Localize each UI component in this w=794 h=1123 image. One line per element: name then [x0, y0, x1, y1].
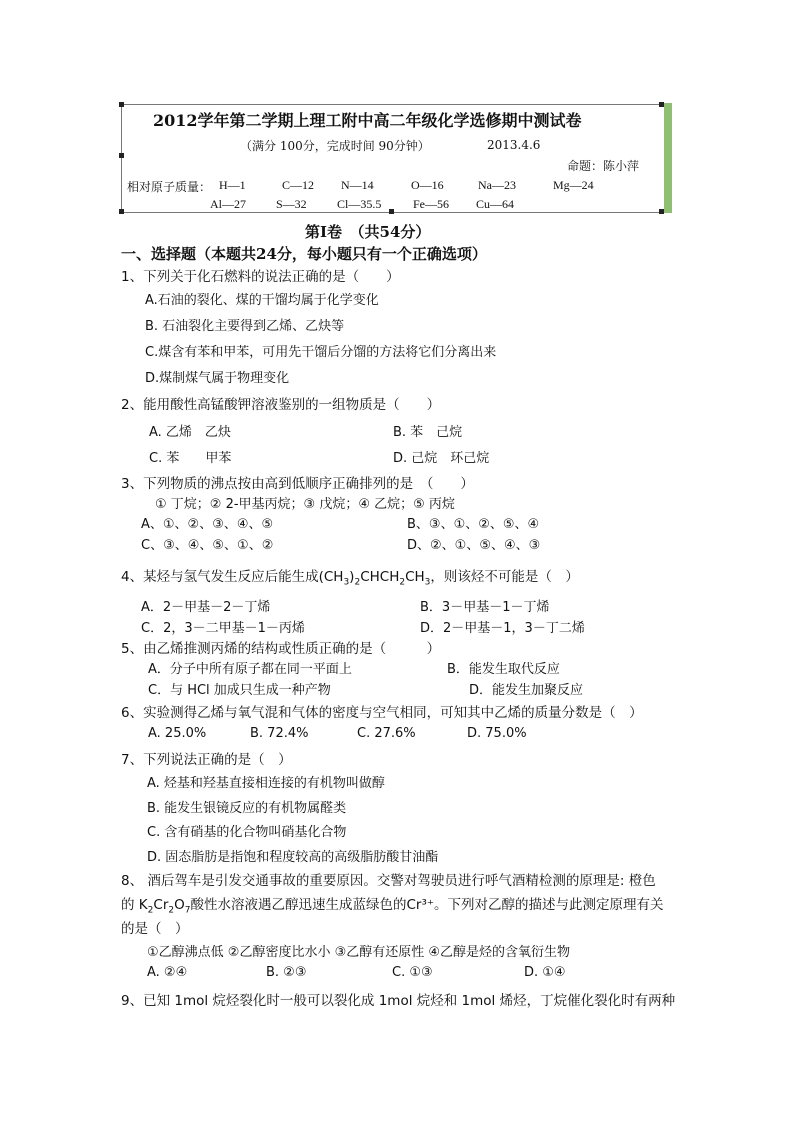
- atomic-mass-item: O—16: [411, 178, 444, 192]
- option-c: C．与 HCl 加成只生成一种产物: [148, 683, 331, 698]
- question-stem: 2、能用酸性高锰酸钾溶液鉴别的一组物质是（ ）: [121, 397, 441, 413]
- question-stem: 9、已知 1mol 烷烃裂化时一般可以裂化成 1mol 烷烃和 1mol 烯烃，丁烷催化裂化时有两种: [121, 993, 676, 1009]
- option-a: A.石油的裂化、煤的干馏均属于化学变化: [145, 293, 379, 308]
- atomic-mass-label: 相对原子质量：: [127, 180, 212, 194]
- frame-corner-mark: [659, 209, 664, 214]
- exam-title: 2012学年第二学期上理工附中高二年级化学选修期中测试卷: [153, 111, 582, 130]
- option-c: C. 含有硝基的化合物叫硝基化合物: [147, 825, 347, 840]
- option-b: B. 石油裂化主要得到乙烯、乙炔等: [145, 319, 345, 334]
- atomic-mass-item: Mg—24: [553, 178, 594, 192]
- option-b: B. 72.4%: [250, 726, 309, 741]
- question-stem-line3: 的是（ ）: [121, 921, 189, 937]
- section-heading: 一、选择题（本题共24分，每小题只有一个正确选项）: [121, 245, 487, 263]
- option-d: D、②、①、⑤、④、③: [407, 538, 541, 553]
- frame-corner-mark: [389, 209, 394, 214]
- option-d: D. 己烷 环己烷: [393, 451, 490, 466]
- option-c: C．2，3－二甲基－1－丙烯: [141, 621, 305, 636]
- atomic-mass-item: Cu—64: [476, 197, 515, 211]
- frame-corner-mark: [119, 209, 124, 214]
- option-c: C. 27.6%: [357, 726, 416, 741]
- option-a: A. 烃基和羟基直接相连接的有机物叫做醇: [147, 776, 385, 791]
- option-b: B．3－甲基－1－丁烯: [420, 600, 550, 615]
- atomic-mass-item: S—32: [276, 197, 307, 211]
- option-d: D. ①④: [524, 965, 566, 980]
- option-b: B. 苯 己烷: [393, 425, 463, 440]
- question-stem: 1、下列关于化石燃料的说法正确的是（ ）: [121, 269, 400, 285]
- atomic-mass-item: Fe—56: [413, 197, 449, 211]
- atomic-mass-item: Al—27: [210, 197, 246, 211]
- atomic-mass-item: Na—23: [478, 178, 516, 192]
- exam-subtitle: （满分 100分，完成时间 90分钟）: [240, 139, 430, 153]
- option-d: D. 75.0%: [467, 726, 527, 741]
- header-frame-top: [121, 104, 661, 105]
- option-c: C.煤含有苯和甲苯，可用先干馏后分馏的方法将它们分离出来: [145, 345, 497, 360]
- question-stem: 6、实验测得乙烯与氧气混和气体的密度与空气相同，可知其中乙烯的质量分数是（ ）: [121, 705, 643, 721]
- header-frame-left: [121, 104, 122, 212]
- option-c: C. 苯 甲苯: [149, 451, 232, 466]
- exam-author: 命题：陈小萍: [567, 159, 640, 173]
- exam-date: 2013.4.6: [487, 138, 541, 152]
- option-c: C. ①③: [392, 965, 433, 980]
- option-b: B. ②③: [266, 965, 307, 980]
- question-stem: 5、由乙烯推测丙烯的结构或性质正确的是（ ）: [121, 641, 441, 657]
- option-a: A. ②④: [147, 965, 188, 980]
- atomic-mass-item: C—12: [282, 178, 315, 192]
- option-a: A．2－甲基－2－丁烯: [141, 600, 271, 615]
- option-b: B．能发生取代反应: [447, 662, 560, 677]
- frame-corner-mark: [659, 102, 664, 107]
- part-title: 第Ⅰ卷 （共54分）: [305, 223, 431, 241]
- atomic-mass-item: N—14: [341, 178, 374, 192]
- option-a: A. 乙烯 乙炔: [149, 425, 231, 440]
- question-items: ① 丁烷；② 2-甲基丙烷；③ 戊烷；④ 乙烷；⑤ 丙烷: [155, 497, 455, 512]
- atomic-mass-item: Cl—35.5: [337, 197, 382, 211]
- option-b: B、③、①、②、⑤、④: [407, 517, 540, 532]
- option-c: C、③、④、⑤、①、②: [141, 538, 274, 553]
- question-stem: 4、某烃与氢气发生反应后能生成$(CH_3)_2CHCH_2CH_3$，则该烃不可能是（ ）: [121, 569, 579, 588]
- option-a: A．分子中所有原子都在同一平面上: [148, 662, 352, 677]
- question-stem-line2: 的 $K_2Cr_2O_7$酸性水溶液遇乙醇迅速生成蓝绿色的Cr³⁺。下列对乙醇的描述与此测定原理有关: [121, 897, 664, 916]
- frame-corner-mark: [119, 153, 124, 158]
- option-d: D. 固态脂肪是指饱和程度较高的高级脂肪酸甘油酯: [147, 850, 439, 865]
- header-frame-accent: [664, 103, 672, 213]
- atomic-mass-item: H—1: [219, 178, 246, 192]
- option-d: D．2－甲基－1，3－丁二烯: [420, 621, 585, 636]
- option-b: B. 能发生银镜反应的有机物属醛类: [147, 801, 347, 816]
- option-d: D．能发生加聚反应: [469, 683, 584, 698]
- frame-corner-mark: [119, 102, 124, 107]
- question-stem: 3、下列物质的沸点按由高到低顺序正确排列的是 （ ）: [121, 476, 474, 492]
- option-d: D.煤制煤气属于物理变化: [145, 371, 290, 386]
- question-stem: 7、下列说法正确的是（ ）: [121, 752, 292, 768]
- question-items: ①乙醇沸点低 ②乙醇密度比水小 ③乙醇有还原性 ④乙醇是烃的含氧衍生物: [147, 945, 571, 960]
- option-a: A. 25.0%: [148, 726, 207, 741]
- option-a: A、①、②、③、④、⑤: [141, 517, 274, 532]
- question-stem: 8、 酒后驾车是引发交通事故的重要原因。交警对驾驶员进行呼气酒精检测的原理是: 橙色: [121, 873, 656, 889]
